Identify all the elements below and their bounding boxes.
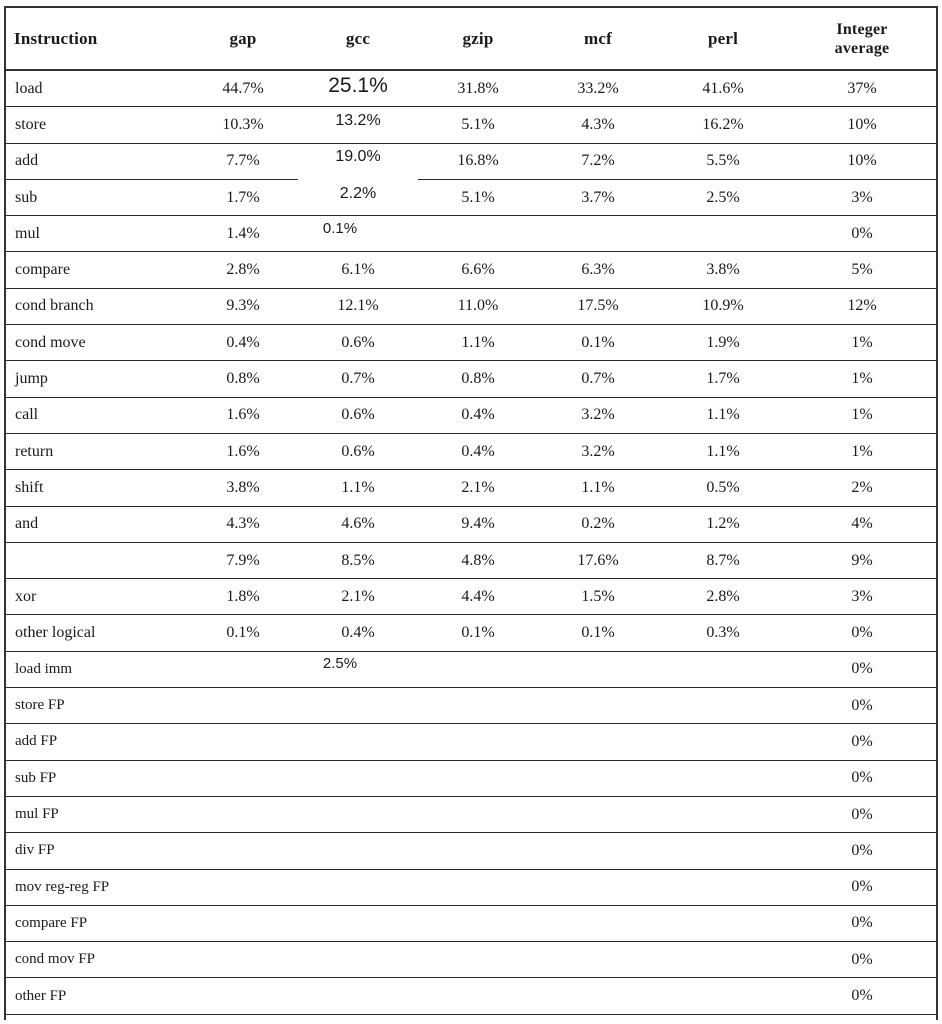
cell-mcf: 0.1%	[538, 615, 658, 651]
cell-perl	[658, 796, 788, 832]
header-perl: perl	[658, 8, 788, 70]
cell-gzip	[418, 942, 538, 978]
cell-gap	[188, 905, 298, 941]
cell-gap: 1.6%	[188, 397, 298, 433]
cell-mcf: 17.5%	[538, 288, 658, 324]
cell-gcc	[298, 179, 418, 215]
cell-gcc: 0.6%	[298, 433, 418, 469]
cell-mcf	[538, 796, 658, 832]
cell-gzip: 4.8%	[418, 542, 538, 578]
table-row	[6, 579, 936, 615]
table-header-row	[6, 8, 936, 70]
cell-gzip: 16.8%	[418, 143, 538, 179]
cell-gap	[188, 833, 298, 869]
cell-avg: 1%	[788, 397, 936, 433]
cell-mcf: 3.2%	[538, 397, 658, 433]
cell-mcf	[538, 216, 658, 252]
cell-avg: 3%	[788, 179, 936, 215]
cell-gcc	[298, 70, 418, 107]
cell-mcf	[538, 833, 658, 869]
cell-perl: 5.5%	[658, 143, 788, 179]
header-integer-line1: Integer	[836, 20, 888, 38]
cell-gzip: 0.1%	[418, 615, 538, 651]
cell-perl: 0.3%	[658, 615, 788, 651]
cell-avg: 10%	[788, 107, 936, 143]
cell-mcf	[538, 869, 658, 905]
cell-perl: 1.1%	[658, 397, 788, 433]
cell-gcc: 8.5%	[298, 542, 418, 578]
cell-gcc	[298, 796, 418, 832]
header-gzip: gzip	[418, 8, 538, 70]
table-row	[6, 796, 936, 832]
cell-gap: 44.7%	[188, 70, 298, 107]
cell-gap	[188, 724, 298, 760]
cell-avg: 1%	[788, 361, 936, 397]
cell-gap: 0.4%	[188, 325, 298, 361]
cell-gcc	[298, 942, 418, 978]
header-instruction: Instruction	[6, 8, 188, 70]
cell-perl: 16.2%	[658, 107, 788, 143]
cell-avg: 1%	[788, 325, 936, 361]
table-row	[6, 615, 936, 651]
table-row	[6, 107, 936, 143]
cell-gcc	[298, 688, 418, 724]
cell-avg: 9%	[788, 542, 936, 578]
cell-gzip	[418, 869, 538, 905]
cell-gzip: 9.4%	[418, 506, 538, 542]
table-row	[6, 942, 936, 978]
cell-mcf: 6.3%	[538, 252, 658, 288]
cell-gcc: 0.4%	[298, 615, 418, 651]
cell-gzip	[418, 905, 538, 941]
cell-gap: 1.7%	[188, 179, 298, 215]
cell-perl: 0.5%	[658, 470, 788, 506]
cell-perl	[658, 905, 788, 941]
cell-avg: 0%	[788, 651, 936, 687]
table-row	[6, 651, 936, 687]
cell-gzip	[418, 796, 538, 832]
cell-gap: 7.9%	[188, 542, 298, 578]
instruction-label: load	[6, 70, 188, 107]
cell-perl	[658, 216, 788, 252]
cell-gcc-value: 19.0%	[335, 148, 381, 166]
cell-gcc: 6.1%	[298, 252, 418, 288]
cell-gap	[188, 796, 298, 832]
cell-gcc: 0.6%	[298, 325, 418, 361]
cell-gcc	[298, 651, 418, 687]
cell-avg: 0%	[788, 216, 936, 252]
header-mcf: mcf	[538, 8, 658, 70]
cell-gcc-value: 25.1%	[328, 73, 388, 97]
instruction-label: mul FP	[6, 796, 188, 832]
cell-perl: 3.8%	[658, 252, 788, 288]
table-row	[6, 216, 936, 252]
cell-avg: 1%	[788, 433, 936, 469]
cell-mcf: 3.2%	[538, 433, 658, 469]
cell-avg: 0%	[788, 615, 936, 651]
cell-mcf: 17.6%	[538, 542, 658, 578]
cell-perl	[658, 651, 788, 687]
cell-avg: 0%	[788, 688, 936, 724]
cell-perl: 41.6%	[658, 70, 788, 107]
cell-gcc: 4.6%	[298, 506, 418, 542]
cell-mcf	[538, 978, 658, 1014]
table-row	[6, 179, 936, 215]
cell-avg: 0%	[788, 724, 936, 760]
table-row	[6, 361, 936, 397]
instruction-label: call	[6, 397, 188, 433]
cell-gcc: 0.6%	[298, 397, 418, 433]
cell-perl: 2.5%	[658, 179, 788, 215]
table-row	[6, 325, 936, 361]
cell-gap: 1.8%	[188, 579, 298, 615]
cell-mcf	[538, 688, 658, 724]
table-row	[6, 252, 936, 288]
header-gcc: gcc	[298, 8, 418, 70]
cell-gap	[188, 688, 298, 724]
cell-gcc	[298, 833, 418, 869]
table-row	[6, 724, 936, 760]
instruction-label	[6, 542, 188, 578]
cell-gap	[188, 869, 298, 905]
instruction-label: store FP	[6, 688, 188, 724]
cell-gap: 10.3%	[188, 107, 298, 143]
cell-gzip: 0.8%	[418, 361, 538, 397]
instruction-label: mul	[6, 216, 188, 252]
cell-perl	[658, 942, 788, 978]
cell-gcc	[298, 143, 418, 179]
cell-gap: 4.3%	[188, 506, 298, 542]
cell-gzip: 5.1%	[418, 179, 538, 215]
instruction-mix-table	[6, 8, 936, 1015]
cell-avg: 0%	[788, 796, 936, 832]
cell-mcf	[538, 651, 658, 687]
cell-perl	[658, 978, 788, 1014]
cell-gcc	[298, 905, 418, 941]
cell-avg: 0%	[788, 905, 936, 941]
cell-gcc: 12.1%	[298, 288, 418, 324]
instruction-label: xor	[6, 579, 188, 615]
table-row	[6, 288, 936, 324]
cell-gzip	[418, 688, 538, 724]
cell-avg: 10%	[788, 143, 936, 179]
cell-mcf	[538, 724, 658, 760]
cell-mcf: 4.3%	[538, 107, 658, 143]
instruction-label: compare FP	[6, 905, 188, 941]
cell-gap	[188, 651, 298, 687]
table-row	[6, 978, 936, 1014]
cell-perl: 1.9%	[658, 325, 788, 361]
instruction-label: cond branch	[6, 288, 188, 324]
instruction-label: add	[6, 143, 188, 179]
cell-gcc-value: 13.2%	[335, 111, 381, 129]
cell-gap: 0.1%	[188, 615, 298, 651]
cell-gcc: 1.1%	[298, 470, 418, 506]
instruction-label: cond move	[6, 325, 188, 361]
instruction-label: and	[6, 506, 188, 542]
instruction-label: store	[6, 107, 188, 143]
cell-gap	[188, 978, 298, 1014]
cell-perl	[658, 688, 788, 724]
cell-perl: 1.7%	[658, 361, 788, 397]
cell-gzip	[418, 833, 538, 869]
cell-avg: 0%	[788, 833, 936, 869]
instruction-label: cond mov FP	[6, 942, 188, 978]
cell-gap: 2.8%	[188, 252, 298, 288]
table-row	[6, 143, 936, 179]
cell-mcf: 0.2%	[538, 506, 658, 542]
cell-gap: 1.4%	[188, 216, 298, 252]
cell-mcf: 0.1%	[538, 325, 658, 361]
instruction-label: mov reg-reg FP	[6, 869, 188, 905]
header-gap: gap	[188, 8, 298, 70]
cell-mcf: 1.5%	[538, 579, 658, 615]
cell-gzip	[418, 760, 538, 796]
cell-gzip: 0.4%	[418, 433, 538, 469]
table-row	[6, 905, 936, 941]
cell-avg: 0%	[788, 869, 936, 905]
cell-perl	[658, 760, 788, 796]
cell-gap: 7.7%	[188, 143, 298, 179]
cell-perl: 2.8%	[658, 579, 788, 615]
cell-mcf	[538, 942, 658, 978]
cell-mcf: 0.7%	[538, 361, 658, 397]
cell-perl: 10.9%	[658, 288, 788, 324]
instruction-label: sub	[6, 179, 188, 215]
header-integer-line2: average	[834, 39, 890, 57]
cell-mcf	[538, 905, 658, 941]
cell-gcc	[298, 107, 418, 143]
cell-gap: 3.8%	[188, 470, 298, 506]
cell-gzip	[418, 978, 538, 1014]
cell-mcf: 3.7%	[538, 179, 658, 215]
cell-perl	[658, 833, 788, 869]
instruction-label: jump	[6, 361, 188, 397]
cell-perl: 1.2%	[658, 506, 788, 542]
cell-gzip: 4.4%	[418, 579, 538, 615]
cell-gcc: 2.1%	[298, 579, 418, 615]
table-row	[6, 869, 936, 905]
cell-perl: 8.7%	[658, 542, 788, 578]
cell-gzip	[418, 651, 538, 687]
cell-avg: 0%	[788, 760, 936, 796]
cell-avg: 37%	[788, 70, 936, 107]
cell-gcc: 0.7%	[298, 361, 418, 397]
cell-gzip	[418, 724, 538, 760]
cell-gzip: 2.1%	[418, 470, 538, 506]
cell-avg: 4%	[788, 506, 936, 542]
cell-gzip: 5.1%	[418, 107, 538, 143]
cell-gap	[188, 942, 298, 978]
cell-avg: 12%	[788, 288, 936, 324]
cell-gzip: 31.8%	[418, 70, 538, 107]
cell-mcf	[538, 760, 658, 796]
table-row	[6, 760, 936, 796]
table-row	[6, 542, 936, 578]
header-integer-average	[788, 8, 936, 70]
instruction-label: div FP	[6, 833, 188, 869]
cell-avg: 2%	[788, 470, 936, 506]
table-row	[6, 688, 936, 724]
cell-gzip: 6.6%	[418, 252, 538, 288]
table-body	[6, 70, 936, 1014]
instruction-label: add FP	[6, 724, 188, 760]
table-row	[6, 397, 936, 433]
cell-gap	[188, 760, 298, 796]
cell-mcf: 33.2%	[538, 70, 658, 107]
instruction-label: compare	[6, 252, 188, 288]
cell-gzip: 1.1%	[418, 325, 538, 361]
table-row	[6, 433, 936, 469]
instruction-label: return	[6, 433, 188, 469]
instruction-label: shift	[6, 470, 188, 506]
cell-avg: 5%	[788, 252, 936, 288]
cell-gap: 0.8%	[188, 361, 298, 397]
table-row	[6, 506, 936, 542]
cell-gcc	[298, 760, 418, 796]
cell-gap: 1.6%	[188, 433, 298, 469]
instruction-label: other FP	[6, 978, 188, 1014]
cell-perl: 1.1%	[658, 433, 788, 469]
cell-gap: 9.3%	[188, 288, 298, 324]
cell-mcf: 1.1%	[538, 470, 658, 506]
cell-gzip: 0.4%	[418, 397, 538, 433]
cell-perl	[658, 724, 788, 760]
table-row	[6, 470, 936, 506]
cell-gcc	[298, 978, 418, 1014]
cell-gcc	[298, 724, 418, 760]
cell-perl	[658, 869, 788, 905]
instruction-label: load imm	[6, 651, 188, 687]
cell-avg: 3%	[788, 579, 936, 615]
cell-gcc-value: 0.1%	[322, 219, 358, 237]
cell-gcc	[298, 869, 418, 905]
cell-gcc-value: 2.5%	[322, 655, 358, 673]
instruction-label: sub FP	[6, 760, 188, 796]
cell-avg: 0%	[788, 942, 936, 978]
cell-avg: 0%	[788, 978, 936, 1014]
cell-gcc-value: 2.2%	[339, 184, 377, 202]
cell-gzip	[418, 216, 538, 252]
instruction-label: other logical	[6, 615, 188, 651]
table-row	[6, 833, 936, 869]
instruction-mix-table-document	[4, 6, 938, 1020]
cell-mcf: 7.2%	[538, 143, 658, 179]
table-row	[6, 70, 936, 107]
cell-gzip: 11.0%	[418, 288, 538, 324]
cell-gcc	[298, 216, 418, 252]
